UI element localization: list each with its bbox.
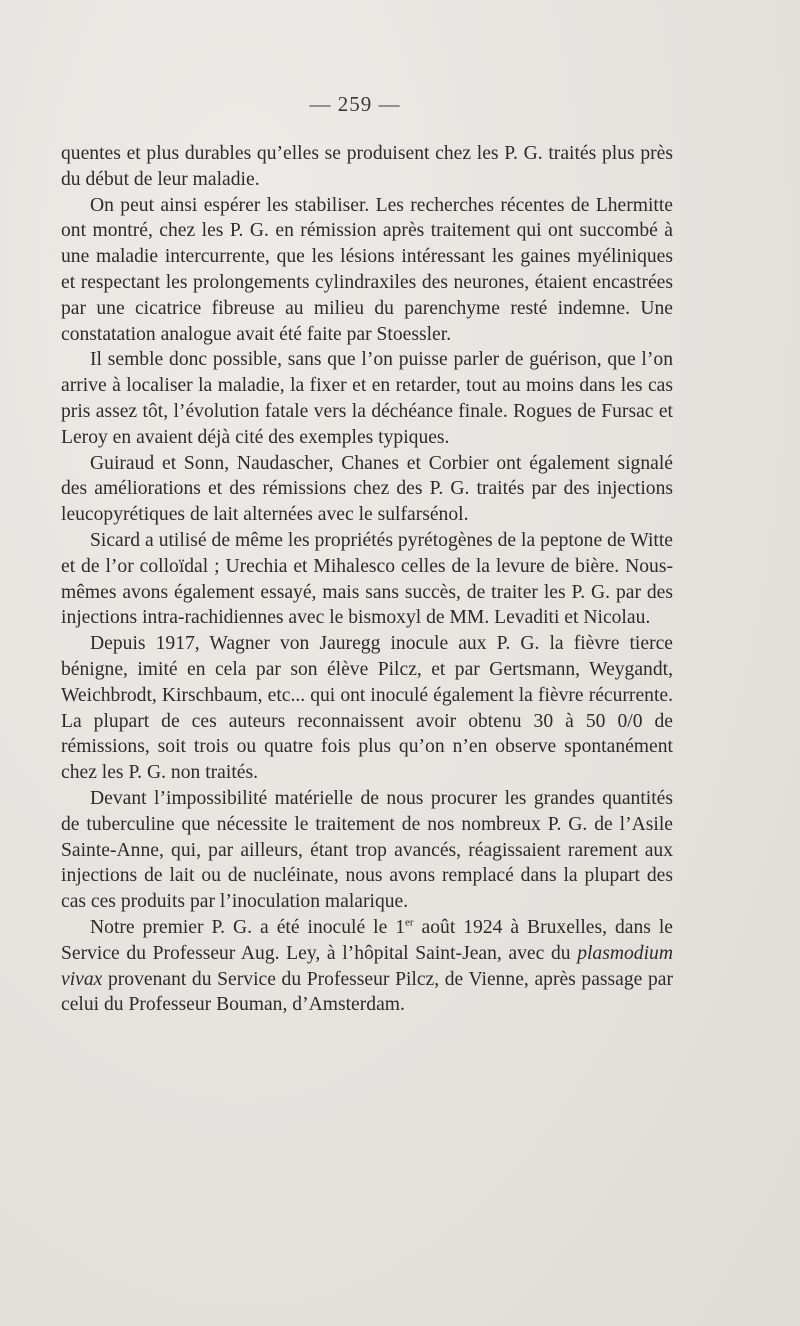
paragraph-last	[61, 915, 673, 1018]
superscript: er	[405, 916, 414, 929]
paragraph: Il semble donc possible, sans que l’on puisse parler de guérison, que l’on arrive à localiser la maladie, la fixer et en retarder, tout au moins dans les cas pris assez tôt, l’évolution fatale vers la déchéance finale. Rogues de Fursac et Leroy en avaient déjà cité des exemples typiques.	[61, 349, 673, 448]
paragraph: On peut ainsi espérer les stabiliser. Les recherches récentes de Lhermitte ont montré, chez les P. G. en rémission après traitement qui ont succombé à une maladie intercurrente, que les lésions intéressant les gaines myéliniques et respectant les prolongements cylindraxiles des neurones, étaient encastrées par une cicatrice fibreuse au milieu du parenchyme resté indemne. Une constatation analogue avait été faite par Stoessler.	[61, 194, 673, 345]
paragraph: quentes et plus durables qu’elles se produisent chez les P. G. traités plus près du début de leur maladie.	[61, 143, 673, 190]
paragraph: Guiraud et Sonn, Naudascher, Chanes et Corbier ont également signalé des améliorations et des rémissions chez des P. G. traités par des injections leucopyrétiques de lait alternées avec le sulfarsénol.	[61, 452, 673, 526]
text-segment: Notre premier P. G. a été inoculé le 1	[90, 916, 406, 938]
text-segment: août 1924 à Bruxelles, dans le Service du Professeur Aug. Ley, à l’hôpital Saint-Jean, avec du	[61, 916, 673, 964]
body-text	[61, 141, 673, 1018]
paragraph: Depuis 1917, Wagner von Jauregg inocule aux P. G. la fièvre tierce bénigne, imité en cela par son élève Pilcz, et par Gertsmann, Weygandt, Weichbrodt, Kirschbaum, etc... qui ont inoculé également la fièvre récurrente. La plupart de ces auteurs reconnaissent avoir obtenu 30 à 50 0/0 de rémissions, soit trois ou quatre fois plus qu’on n’en observe spontanément chez les P. G. non traités.	[61, 633, 673, 784]
paragraph: Devant l’impossibilité matérielle de nous procurer les grandes quantités de tuberculine que nécessite le traitement de nos nombreux P. G. de l’Asile Sainte-Anne, qui, par ailleurs, étant trop avancés, réagissaient rarement aux injections de lait ou de nucléinate, nous avons remplacé dans la plupart des cas ces produits par l’inoculation malarique.	[61, 787, 673, 913]
italic-term: plasmodium vivax	[61, 942, 673, 990]
page-number: — 259 —	[309, 92, 401, 116]
text-segment: provenant du Service du Professeur Pilcz, de Vienne, après passage par celui du Professeur Bouman, d’Amsterdam.	[61, 968, 673, 1016]
paragraph: Sicard a utilisé de même les propriétés pyrétogènes de la peptone de Witte et de l’or colloïdal ; Urechia et Mihalesco celles de la levure de bière. Nous-mêmes avons également essayé, mais sans succès, de traiter les P. G. par des injections intra-rachidiennes avec le bismoxyl de MM. Levaditi et Nicolau.	[61, 529, 673, 629]
